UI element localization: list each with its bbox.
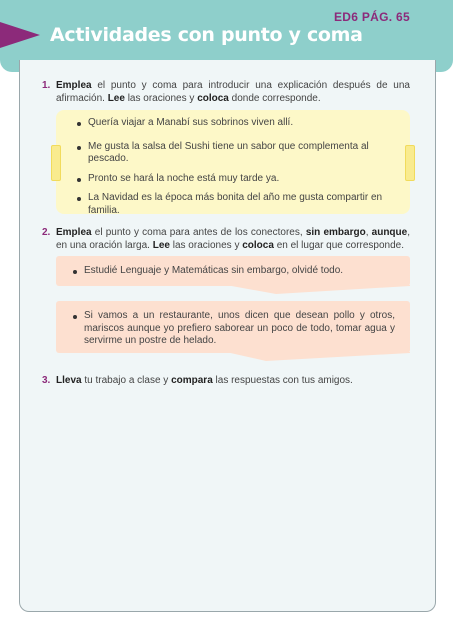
card-tail-1 [56, 285, 410, 295]
sentence-item: Si vamos a un restaurante, unos dicen que desean pollo y otros, mariscos aunque yo prefiero saborear un poco de todo, tomar agua y servirme un postre de helado. [70, 310, 395, 348]
triangle-marker-icon [0, 22, 40, 48]
page-title: Actividades con punto y coma [50, 24, 363, 46]
sentences-card [56, 110, 410, 214]
item-instruction: Emplea el punto y coma para introducir una explicación después de una afirmación. Lee las oraciones y coloca donde corresponde. [56, 80, 410, 104]
activity-item-3 [42, 374, 410, 387]
page-reference: ED6 PÁG. 65 [334, 10, 410, 24]
sentence-card-1 [56, 256, 410, 286]
item-number: 3. [42, 375, 51, 386]
sentence-item: Pronto se hará la noche está muy tarde ya. [74, 173, 392, 186]
item-instruction: Emplea el punto y coma para antes de los conectores, sin embargo, aunque, en una oración larga. Lee las oraciones y coloca en el lugar que corresponde. [56, 227, 410, 251]
sentence-item: La Navidad es la época más bonita del año me gusta compartir en familia. [74, 192, 392, 217]
item-number: 2. [42, 227, 51, 238]
sentence-item: Me gusta la salsa del Sushi tiene un sabor que complementa al pescado. [74, 141, 392, 166]
item-instruction: Lleva tu trabajo a clase y compara las respuestas con tus amigos. [56, 375, 353, 386]
activity-item-1 [42, 79, 410, 105]
item-number: 1. [42, 80, 51, 91]
sentence-item: Estudié Lenguaje y Matemáticas sin embargo, olvidé todo. [70, 265, 395, 278]
sentence-card-2 [56, 301, 410, 353]
card-tab-left [51, 145, 61, 181]
card-tab-right [405, 145, 415, 181]
activity-item-2 [42, 226, 410, 252]
sentence-item: Quería viajar a Manabí sus sobrinos viven allí. [74, 117, 392, 130]
card-tail-2 [56, 352, 410, 362]
